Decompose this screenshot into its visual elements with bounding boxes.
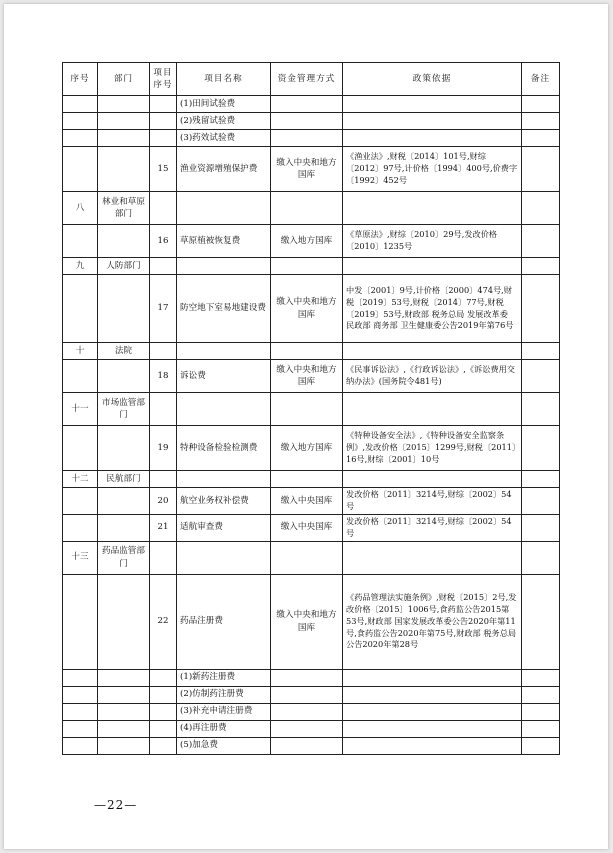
cell-dept bbox=[98, 720, 150, 737]
header-remark: 备注 bbox=[522, 63, 560, 96]
cell-policy-basis bbox=[343, 130, 522, 147]
table-row bbox=[63, 488, 560, 515]
header-seq: 序号 bbox=[63, 63, 98, 96]
cell-item-name: (5)加急费 bbox=[177, 737, 271, 754]
cell-dept bbox=[98, 360, 150, 393]
cell-remark bbox=[522, 514, 560, 541]
cell-dept: 人防部门 bbox=[98, 258, 150, 275]
table-header-row bbox=[63, 63, 560, 96]
cell-policy-basis: 《草原法》,财综〔2010〕29号,发改价格〔2010〕1235号 bbox=[343, 225, 522, 258]
cell-remark bbox=[522, 471, 560, 488]
cell-item-name: (1)新药注册费 bbox=[177, 669, 271, 686]
table-row bbox=[63, 541, 560, 574]
cell-dept: 市场监管部门 bbox=[98, 393, 150, 426]
cell-item-no: 22 bbox=[150, 574, 177, 669]
cell-policy-basis bbox=[343, 686, 522, 703]
table-row bbox=[63, 258, 560, 275]
cell-item-no: 20 bbox=[150, 488, 177, 515]
cell-item-name: (3)补充申请注册费 bbox=[177, 703, 271, 720]
cell-policy-basis: 《民事诉讼法》,《行政诉讼法》,《诉讼费用交纳办法》(国务院令481号) bbox=[343, 360, 522, 393]
table-row bbox=[63, 720, 560, 737]
cell-seq: 十二 bbox=[63, 471, 98, 488]
cell-dept bbox=[98, 96, 150, 113]
cell-remark bbox=[522, 192, 560, 225]
cell-dept bbox=[98, 703, 150, 720]
cell-policy-basis bbox=[343, 192, 522, 225]
cell-policy-basis bbox=[343, 737, 522, 754]
cell-dept: 林业和草原部门 bbox=[98, 192, 150, 225]
cell-item-name: (1)田间试验费 bbox=[177, 96, 271, 113]
table-row bbox=[63, 703, 560, 720]
cell-item-name: 诉讼费 bbox=[177, 360, 271, 393]
cell-fund-mgmt bbox=[271, 541, 343, 574]
cell-item-name: 渔业资源增殖保护费 bbox=[177, 147, 271, 192]
document-page bbox=[4, 4, 608, 849]
cell-seq bbox=[63, 426, 98, 471]
cell-item-no: 17 bbox=[150, 275, 177, 343]
cell-item-no bbox=[150, 471, 177, 488]
cell-dept: 法院 bbox=[98, 343, 150, 360]
cell-item-name: (3)药效试验费 bbox=[177, 130, 271, 147]
cell-remark bbox=[522, 147, 560, 192]
cell-fund-mgmt: 缴入地方国库 bbox=[271, 426, 343, 471]
cell-fund-mgmt: 缴入地方国库 bbox=[271, 225, 343, 258]
cell-fund-mgmt: 缴入中央国库 bbox=[271, 514, 343, 541]
cell-item-no bbox=[150, 686, 177, 703]
cell-remark bbox=[522, 574, 560, 669]
cell-item-no bbox=[150, 113, 177, 130]
cell-dept bbox=[98, 514, 150, 541]
cell-fund-mgmt bbox=[271, 192, 343, 225]
cell-remark bbox=[522, 275, 560, 343]
cell-item-no: 15 bbox=[150, 147, 177, 192]
cell-seq: 九 bbox=[63, 258, 98, 275]
cell-dept bbox=[98, 275, 150, 343]
cell-policy-basis: 中发〔2001〕9号,计价格〔2000〕474号,财税〔2019〕53号,财税〔2014〕77号,财税〔2019〕53号,财政部 税务总局 发展改革委 民政部 商务部 卫生健康委公告2019年第76号 bbox=[343, 275, 522, 343]
cell-fund-mgmt bbox=[271, 113, 343, 130]
cell-remark bbox=[522, 343, 560, 360]
cell-dept: 民航部门 bbox=[98, 471, 150, 488]
cell-seq bbox=[63, 147, 98, 192]
table-row bbox=[63, 343, 560, 360]
cell-item-no: 21 bbox=[150, 514, 177, 541]
cell-dept bbox=[98, 686, 150, 703]
table-row bbox=[63, 669, 560, 686]
cell-fund-mgmt: 缴入中央国库 bbox=[271, 488, 343, 515]
cell-item-name: 草原植被恢复费 bbox=[177, 225, 271, 258]
cell-remark bbox=[522, 720, 560, 737]
cell-item-no bbox=[150, 703, 177, 720]
cell-remark bbox=[522, 703, 560, 720]
cell-item-name: (2)残留试验费 bbox=[177, 113, 271, 130]
cell-dept bbox=[98, 130, 150, 147]
header-item-name: 项目名称 bbox=[177, 63, 271, 96]
cell-dept: 药品监管部门 bbox=[98, 541, 150, 574]
cell-policy-basis bbox=[343, 720, 522, 737]
cell-seq bbox=[63, 96, 98, 113]
cell-dept bbox=[98, 426, 150, 471]
table-row bbox=[63, 514, 560, 541]
cell-fund-mgmt bbox=[271, 720, 343, 737]
table-row bbox=[63, 686, 560, 703]
cell-seq bbox=[63, 360, 98, 393]
cell-item-name: 特种设备检验检测费 bbox=[177, 426, 271, 471]
table-row bbox=[63, 360, 560, 393]
cell-item-no bbox=[150, 737, 177, 754]
table-row bbox=[63, 113, 560, 130]
cell-remark bbox=[522, 737, 560, 754]
cell-seq bbox=[63, 130, 98, 147]
cell-item-name bbox=[177, 541, 271, 574]
cell-fund-mgmt bbox=[271, 737, 343, 754]
cell-dept bbox=[98, 113, 150, 130]
cell-fund-mgmt bbox=[271, 96, 343, 113]
table-row bbox=[63, 192, 560, 225]
cell-item-no bbox=[150, 393, 177, 426]
cell-policy-basis bbox=[343, 343, 522, 360]
table-row bbox=[63, 426, 560, 471]
cell-seq bbox=[63, 225, 98, 258]
cell-policy-basis bbox=[343, 393, 522, 426]
cell-item-no bbox=[150, 96, 177, 113]
cell-item-name: (2)仿制药注册费 bbox=[177, 686, 271, 703]
cell-fund-mgmt bbox=[271, 703, 343, 720]
table-row bbox=[63, 574, 560, 669]
cell-remark bbox=[522, 669, 560, 686]
cell-remark bbox=[522, 130, 560, 147]
cell-item-name bbox=[177, 192, 271, 225]
cell-item-name: 航空业务权补偿费 bbox=[177, 488, 271, 515]
cell-seq bbox=[63, 113, 98, 130]
cell-fund-mgmt bbox=[271, 669, 343, 686]
cell-item-no bbox=[150, 130, 177, 147]
table-row bbox=[63, 393, 560, 426]
cell-policy-basis: 发改价格〔2011〕3214号,财综〔2002〕54号 bbox=[343, 488, 522, 515]
cell-seq bbox=[63, 703, 98, 720]
cell-seq: 十一 bbox=[63, 393, 98, 426]
cell-item-no: 18 bbox=[150, 360, 177, 393]
cell-fund-mgmt: 缴入中央和地方国库 bbox=[271, 574, 343, 669]
cell-fund-mgmt bbox=[271, 130, 343, 147]
cell-policy-basis bbox=[343, 541, 522, 574]
cell-remark bbox=[522, 393, 560, 426]
cell-item-name: 药品注册费 bbox=[177, 574, 271, 669]
cell-fund-mgmt bbox=[271, 343, 343, 360]
cell-fund-mgmt bbox=[271, 471, 343, 488]
cell-seq bbox=[63, 514, 98, 541]
cell-policy-basis bbox=[343, 96, 522, 113]
cell-seq bbox=[63, 574, 98, 669]
cell-dept bbox=[98, 488, 150, 515]
cell-item-name: 防空地下室易地建设费 bbox=[177, 275, 271, 343]
table-row bbox=[63, 130, 560, 147]
table-row bbox=[63, 737, 560, 754]
page-number: —22— bbox=[94, 798, 138, 812]
cell-item-no bbox=[150, 192, 177, 225]
cell-item-no bbox=[150, 720, 177, 737]
cell-policy-basis: 《特种设备安全法》,《特种设备安全监察条例》,发改价格〔2015〕1299号,财税〔2011〕16号,财综〔2001〕10号 bbox=[343, 426, 522, 471]
cell-remark bbox=[522, 360, 560, 393]
cell-policy-basis bbox=[343, 703, 522, 720]
cell-item-no: 16 bbox=[150, 225, 177, 258]
table-row bbox=[63, 225, 560, 258]
cell-fund-mgmt bbox=[271, 393, 343, 426]
cell-item-name bbox=[177, 393, 271, 426]
header-dept: 部门 bbox=[98, 63, 150, 96]
cell-dept bbox=[98, 574, 150, 669]
cell-dept bbox=[98, 669, 150, 686]
table-row bbox=[63, 147, 560, 192]
cell-policy-basis: 《渔业法》,财税〔2014〕101号,财综〔2012〕97号,计价格〔1994〕400号,价费字〔1992〕452号 bbox=[343, 147, 522, 192]
table-row bbox=[63, 275, 560, 343]
cell-policy-basis bbox=[343, 669, 522, 686]
cell-remark bbox=[522, 96, 560, 113]
cell-fund-mgmt: 缴入中央和地方国库 bbox=[271, 147, 343, 192]
cell-fund-mgmt: 缴入中央和地方国库 bbox=[271, 360, 343, 393]
cell-item-no bbox=[150, 258, 177, 275]
cell-seq bbox=[63, 275, 98, 343]
cell-item-name bbox=[177, 471, 271, 488]
cell-fund-mgmt: 缴入中央和地方国库 bbox=[271, 275, 343, 343]
cell-seq: 十三 bbox=[63, 541, 98, 574]
fee-table bbox=[62, 62, 560, 755]
cell-item-no bbox=[150, 343, 177, 360]
header-item-no: 项目序号 bbox=[150, 63, 177, 96]
cell-remark bbox=[522, 488, 560, 515]
cell-seq bbox=[63, 720, 98, 737]
cell-remark bbox=[522, 426, 560, 471]
cell-seq: 十 bbox=[63, 343, 98, 360]
table-row bbox=[63, 471, 560, 488]
cell-item-name: (4)再注册费 bbox=[177, 720, 271, 737]
cell-item-no: 19 bbox=[150, 426, 177, 471]
cell-item-no bbox=[150, 541, 177, 574]
cell-dept bbox=[98, 147, 150, 192]
cell-policy-basis bbox=[343, 113, 522, 130]
cell-fund-mgmt bbox=[271, 686, 343, 703]
cell-remark bbox=[522, 541, 560, 574]
cell-policy-basis: 《药品管理法实施条例》,财税〔2015〕2号,发改价格〔2015〕1006号,食药监公告2015第53号,财政部 国家发展改革委公告2020年第11号,食药监公告2020年第75号,财政部 税务总局公告2020年第28号 bbox=[343, 574, 522, 669]
cell-remark bbox=[522, 113, 560, 130]
table-row bbox=[63, 96, 560, 113]
cell-remark bbox=[522, 225, 560, 258]
cell-item-name bbox=[177, 343, 271, 360]
cell-policy-basis bbox=[343, 258, 522, 275]
cell-item-name: 适航审查费 bbox=[177, 514, 271, 541]
header-fund-mgmt: 资金管理方式 bbox=[271, 63, 343, 96]
cell-seq bbox=[63, 686, 98, 703]
cell-policy-basis: 发改价格〔2011〕3214号,财综〔2002〕54号 bbox=[343, 514, 522, 541]
header-policy-basis: 政策依据 bbox=[343, 63, 522, 96]
cell-remark bbox=[522, 258, 560, 275]
cell-seq: 八 bbox=[63, 192, 98, 225]
cell-dept bbox=[98, 737, 150, 754]
cell-seq bbox=[63, 488, 98, 515]
cell-dept bbox=[98, 225, 150, 258]
cell-policy-basis bbox=[343, 471, 522, 488]
cell-seq bbox=[63, 669, 98, 686]
cell-fund-mgmt bbox=[271, 258, 343, 275]
cell-item-name bbox=[177, 258, 271, 275]
cell-seq bbox=[63, 737, 98, 754]
cell-remark bbox=[522, 686, 560, 703]
cell-item-no bbox=[150, 669, 177, 686]
